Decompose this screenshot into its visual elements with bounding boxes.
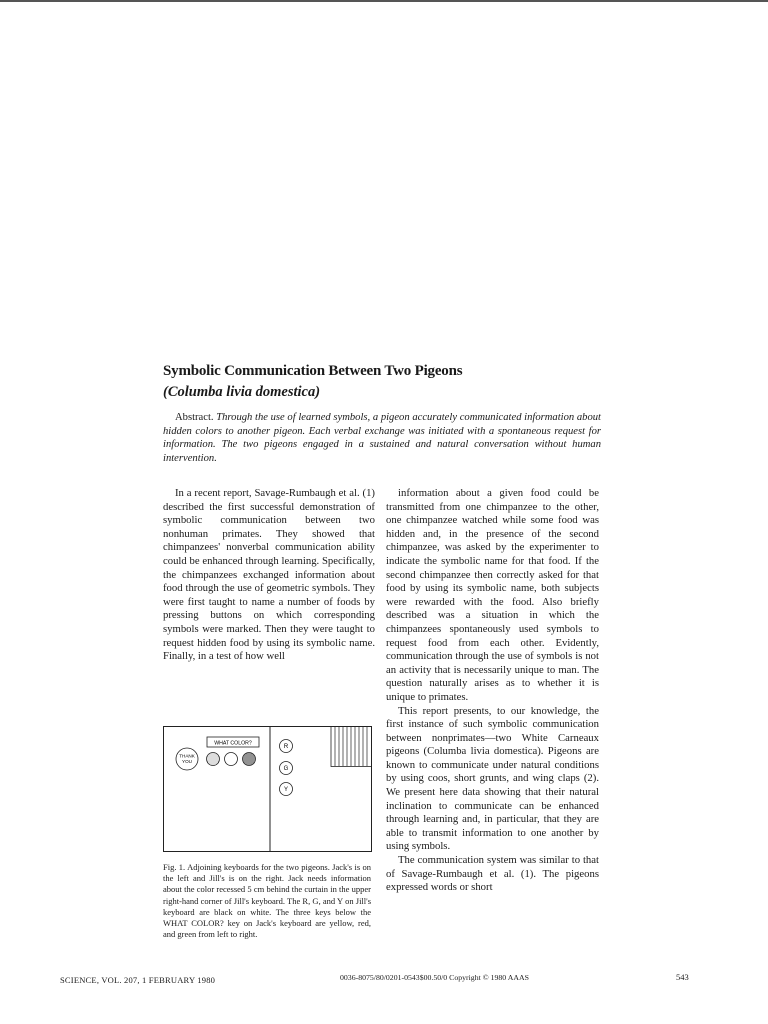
right-paragraph-1: information about a given food could be transmitted from one chimpanzee to the other, one chimpanzee watched while some food was hidden and, in the presence of the second chimpanzee, was asked by the experimenter to indicate the symbolic name for that food. If the second chimpanzee then correctly asked for that food by using its symbolic name, both subjects were rewarded with the food. Also briefly described was a situation in which the chimpanzees spontaneously used symbols to request food from each other. Evidently, communication through the use of symbols is not an activity that is necessarily unique to man. The question naturally arises as to whether it is unique to primates. bbox=[386, 487, 599, 703]
y-key-label: Y bbox=[283, 787, 289, 794]
figure-frame bbox=[164, 727, 372, 852]
red-key bbox=[225, 753, 238, 766]
right-paragraph-3: The communication system was similar to that of Savage-Rumbaugh et al. (1). The pigeons expressed words or short bbox=[386, 854, 599, 894]
footer-copyright: 0036-8075/80/0201-0543$00.50/0 Copyright © 1980 AAAS bbox=[340, 973, 529, 982]
g-key-label: G bbox=[283, 766, 289, 773]
r-key-label: R bbox=[283, 744, 289, 751]
abstract-text: Through the use of learned symbols, a pigeon accurately communicated information about hidden colors to another pigeon. Each verbal exchange was initiated with a spontaneous request for information. The two pigeons engaged in a sustained and natural conversation without human intervention. bbox=[163, 412, 601, 464]
article-title: Symbolic Communication Between Two Pigeons bbox=[163, 363, 463, 379]
right-column bbox=[386, 487, 599, 895]
left-paragraph: In a recent report, Savage-Rumbaugh et al. (1) described the first successful demonstration of symbolic communication between two nonhuman primates. They showed that chimpanzees' nonverbal communication ability could be enhanced through learning. Specifically, the chimpanzees exchanged information about food through the use of geometric symbols. They were first taught to name a number of foods by pressing buttons on which corresponding symbols were marked. Then they were taught to request hidden food by using its symbolic name. Finally, in a test of how well bbox=[163, 487, 375, 663]
figure-keyboards bbox=[163, 726, 372, 852]
yellow-key bbox=[207, 753, 220, 766]
left-column bbox=[163, 487, 375, 664]
article-subtitle: (Columba livia domestica) bbox=[163, 384, 321, 400]
figure-caption: Fig. 1. Adjoining keyboards for the two pigeons. Jack's is on the left and Jill's is on the right. Jack needs information about the color recessed 5 cm behind the curtain in the upper right-hand corner of Jill's keyboard. The R, G, and Y on Jill's keyboard are black on white. The three keys below the WHAT COLOR? key on Jack's keyboard are yellow, red, and green from left to right. bbox=[163, 862, 371, 940]
abstract-label: Abstract. bbox=[175, 412, 214, 423]
footer-journal: SCIENCE, VOL. 207, 1 FEBRUARY 1980 bbox=[60, 975, 216, 985]
top-rule bbox=[0, 0, 768, 2]
right-paragraph-2: This report presents, to our knowledge, the first instance of such symbolic communication between nonprimates—two White Carneaux pigeons (Columba livia domestica). Pigeons are known to communicate under natural conditions by using coos, short grunts, and wing claps (2). We present here data showing that their natural inclination to communicate can be enhanced through learning and, in particular, that they are able to transmit information to one another by using symbols. bbox=[386, 704, 599, 853]
abstract bbox=[163, 411, 601, 465]
what-color-label: WHAT COLOR? bbox=[214, 740, 252, 747]
thank-you-label-2: YOU bbox=[182, 759, 192, 764]
green-key bbox=[243, 753, 256, 766]
thank-you-label-1: THANK bbox=[179, 753, 195, 759]
page-number: 543 bbox=[676, 972, 689, 982]
curtain bbox=[331, 727, 372, 767]
